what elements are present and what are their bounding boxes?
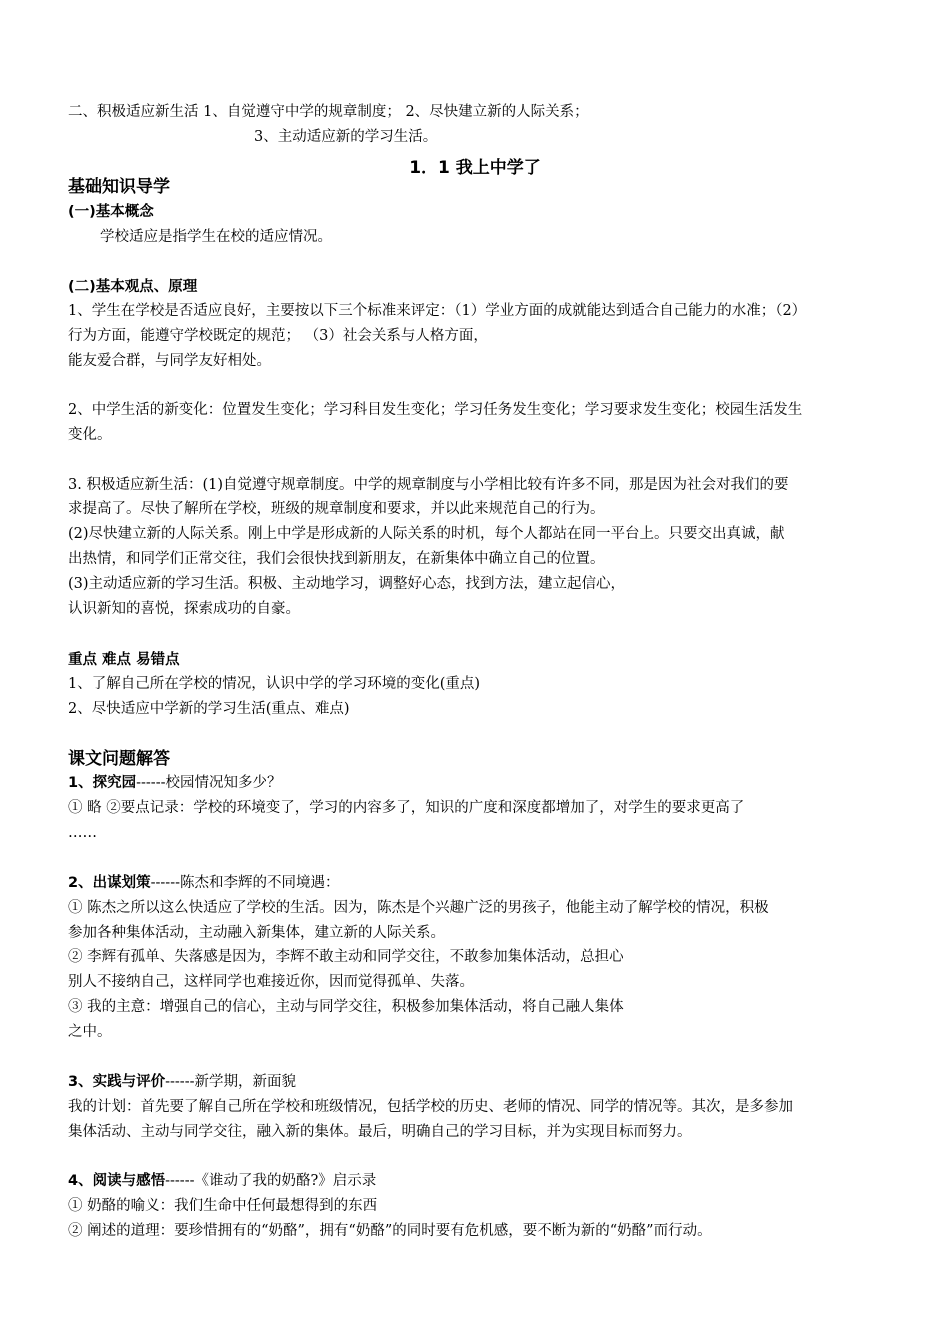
answer-line: ① 奶酪的喻义：我们生命中任何最想得到的东西 — [68, 1198, 378, 1214]
paragraph-line: (3)主动适应新的学习生活。积极、主动地学习，调整好心态，找到方法，建立起信心， — [68, 576, 626, 592]
question-title: ------陈杰和李辉的不同境遇： — [150, 875, 340, 891]
answer-line: ① 略 ②要点记录：学校的环境变了，学习的内容多了，知识的广度和深度都增加了，对学生的要求更高了 — [68, 800, 745, 816]
paragraph-line: 3. 积极适应新生活：(1)自觉遵守规章制度。中学的规章制度与小学相比较有许多不同，那是因为社会对我们的要 — [68, 477, 789, 493]
answer-line: ① 陈杰之所以这么快适应了学校的生活。因为，陈杰是个兴趣广泛的男孩子，他能主动了解学校的情况，积极 — [68, 900, 769, 916]
keypoints-heading: 重点 难点 易错点 — [68, 652, 180, 668]
question-heading — [68, 874, 340, 892]
concept-text: 学校适应是指学生在校的适应情况。 — [100, 229, 332, 245]
answer-line: ③ 我的主意：增强自己的信心，主动与同学交往，积极参加集体活动，将自己融人集体 — [68, 999, 624, 1015]
paragraph-line: 2、中学生活的新变化：位置发生变化；学习科目发生变化；学习任务发生变化；学习要求发生变化；校园生活发生 — [68, 402, 803, 418]
paragraph-line: 变化。 — [68, 427, 112, 443]
paragraph-line: 求提高了。尽快了解所在学校，班级的规章制度和要求，并以此来规范自己的行为。 — [68, 501, 605, 517]
answer-line: …… — [68, 825, 97, 841]
question-heading — [68, 774, 282, 792]
question-heading — [68, 1073, 296, 1091]
paragraph-line: 能友爱合群，与同学友好相处。 — [68, 353, 271, 369]
answer-line: 别人不接纳自己，这样同学也难接近你，因而觉得孤单、失落。 — [68, 974, 474, 990]
keypoint-item: 2、尽快适应中学新的学习生活(重点、难点) — [68, 701, 350, 717]
subheading-concept: (一)基本概念 — [68, 204, 154, 220]
answer-line: ② 阐述的道理：要珍惜拥有的“奶酪”，拥有“奶酪”的同时要有危机感，要不断为新的“奶酪”而行动。 — [68, 1223, 712, 1239]
answer-line: 我的计划：首先要了解自己所在学校和班级情况，包括学校的历史、老师的情况、同学的情况等。其次，是多参加 — [68, 1099, 793, 1115]
question-title: ------新学期，新面貌 — [165, 1074, 296, 1090]
question-title: ------《谁动了我的奶酪?》启示录 — [165, 1173, 377, 1189]
paragraph-line: 认识新知的喜悦，探索成功的自豪。 — [68, 601, 300, 617]
paragraph-line: 出热情，和同学们正常交往，我们会很快找到新朋友，在新集体中确立自己的位置。 — [68, 551, 605, 567]
question-label: 2、出谋划策 — [68, 875, 151, 891]
lesson-title: 1．1 我上中学了 — [409, 158, 541, 178]
question-heading — [68, 1172, 376, 1190]
question-label: 1、探究园 — [68, 775, 137, 791]
keypoint-item: 1、了解自己所在学校的情况，认识中学的学习环境的变化(重点) — [68, 676, 481, 692]
subheading-principles: (二)基本观点、原理 — [68, 279, 198, 295]
paragraph-line: (2)尽快建立新的人际关系。刚上中学是形成新的人际关系的时机，每个人都站在同一平台上。只要交出真诚，献 — [68, 526, 785, 542]
paragraph-line: 1、学生在学校是否适应良好，主要按以下三个标准来评定：（1）学业方面的成就能达到适合自己能力的水准；（2） — [68, 303, 807, 319]
paragraph-line: 行为方面，能遵守学校既定的规范； （3）社会关系与人格方面， — [68, 328, 488, 344]
answer-line: 之中。 — [68, 1024, 112, 1040]
question-title: ------校园情况知多少？ — [136, 775, 282, 791]
intro-line-1: 二、积极适应新生活 1、自觉遵守中学的规章制度； 2、尽快建立新的人际关系； — [68, 104, 589, 120]
intro-line-2: 3、主动适应新的学习生活。 — [254, 129, 438, 145]
answer-line: 集体活动、主动与同学交往，融入新的集体。最后，明确自己的学习目标，并为实现目标而努力。 — [68, 1124, 692, 1140]
section-heading-basics: 基础知识导学 — [68, 177, 170, 197]
section-heading-qa: 课文问题解答 — [68, 749, 170, 769]
question-label: 3、实践与评价 — [68, 1074, 166, 1090]
answer-line: ② 李辉有孤单、失落感是因为，李辉不敢主动和同学交往，不敢参加集体活动，总担心 — [68, 949, 624, 965]
answer-line: 参加各种集体活动，主动融入新集体，建立新的人际关系。 — [68, 925, 445, 941]
question-label: 4、阅读与感悟 — [68, 1173, 166, 1189]
